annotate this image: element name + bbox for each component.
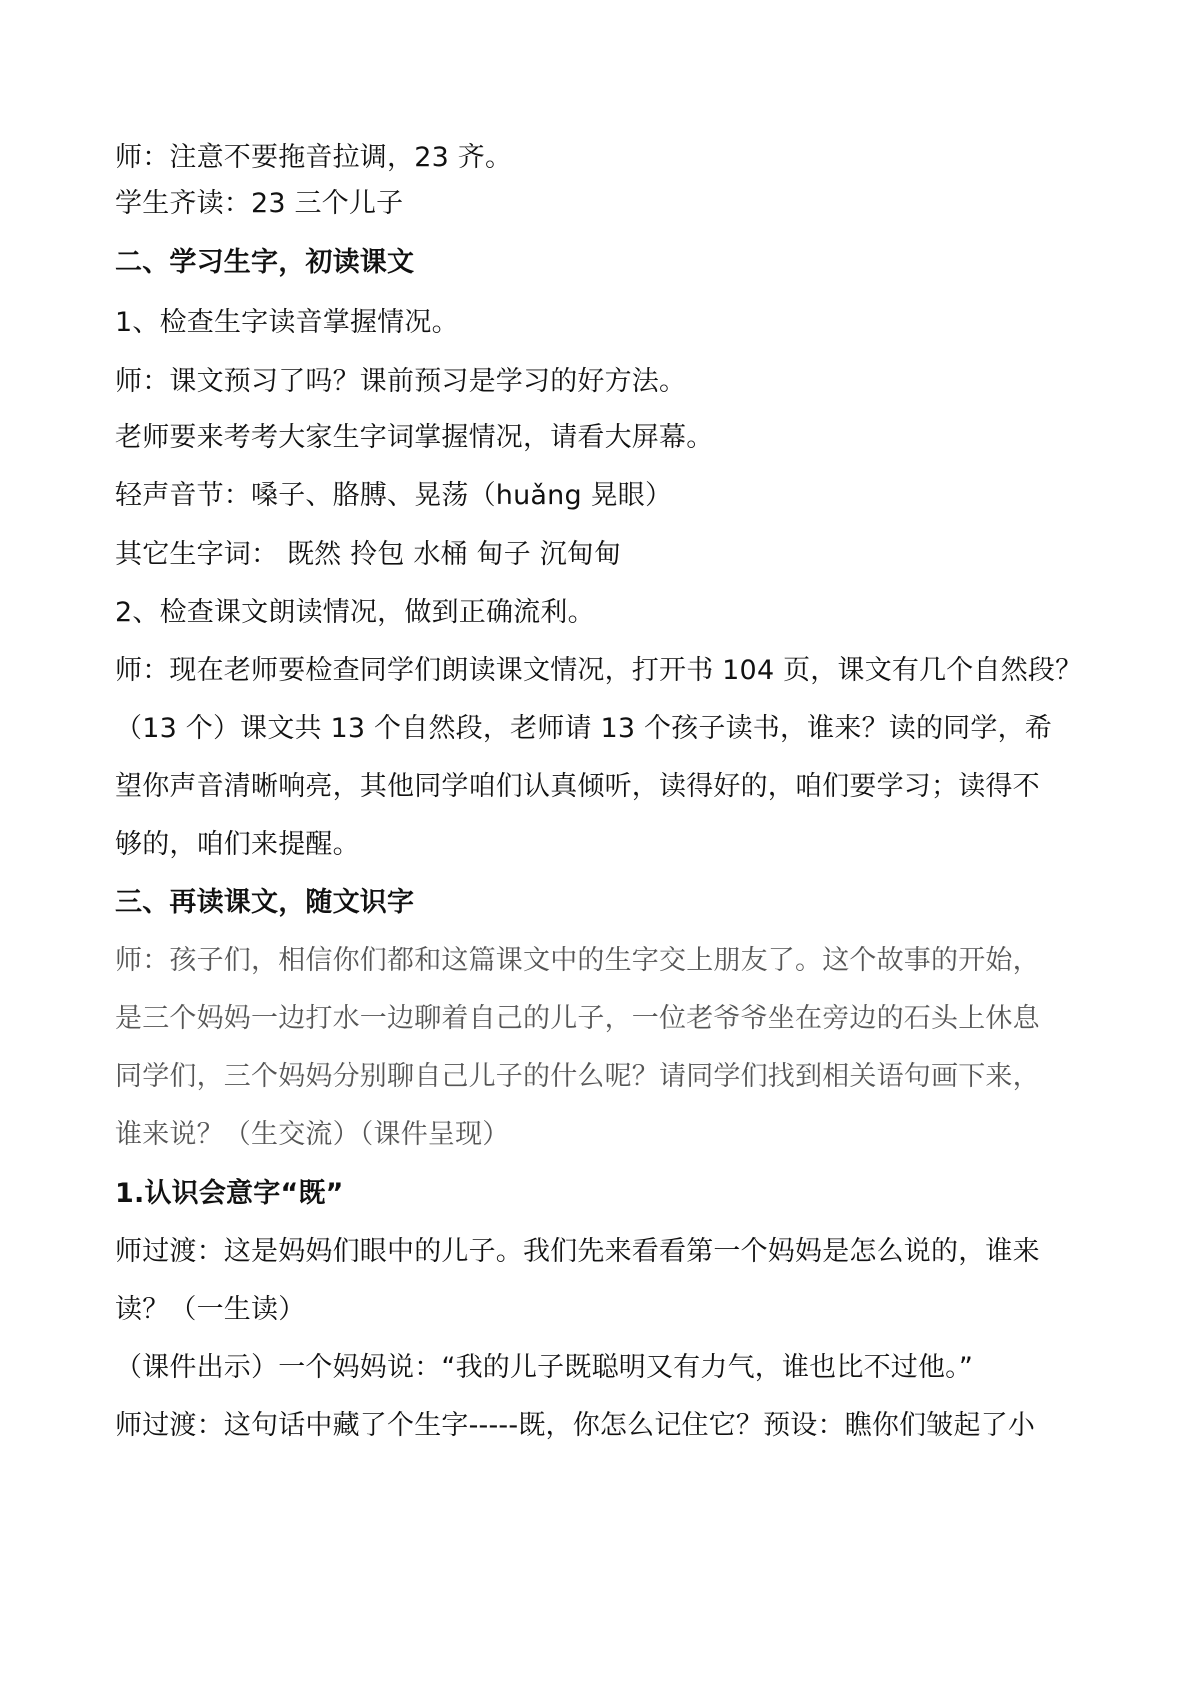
text-line: 师：注意不要拖音拉调，23 齐。 <box>115 142 513 173</box>
text-line: 师过渡：这是妈妈们眼中的儿子。我们先来看看第一个妈妈是怎么说的，谁来 <box>115 1236 1040 1267</box>
text-line: 谁来说？（生交流）（课件呈现） <box>115 1119 510 1150</box>
subsection-heading: 1.认识会意字“既” <box>115 1178 344 1209</box>
text-line: 老师要来考考大家生字词掌握情况，请看大屏幕。 <box>115 422 714 453</box>
text-line: 师：课文预习了吗？课前预习是学习的好方法。 <box>115 366 687 397</box>
text-line: 学生齐读：23 三个儿子 <box>115 188 404 219</box>
text-line: 够的，咱们来提醒。 <box>115 829 360 860</box>
text-line: 师：孩子们，相信你们都和这篇课文中的生字交上朋友了。这个故事的开始， <box>115 945 1040 976</box>
text-line: 其它生字词： 既然 拎包 水桶 甸子 沉甸甸 <box>115 539 622 570</box>
section-heading: 二、学习生字，初读课文 <box>115 247 415 278</box>
text-line: （课件出示）一个妈妈说：“我的儿子既聪明又有力气，谁也比不过他。” <box>115 1352 974 1383</box>
text-line: 2、检查课文朗读情况，做到正确流利。 <box>115 597 595 628</box>
text-line: （13 个）课文共 13 个自然段，老师请 13 个孩子读书，谁来？读的同学，希 <box>115 713 1052 744</box>
text-line: 1、检查生字读音掌握情况。 <box>115 307 459 338</box>
text-line: 望你声音清晰响亮，其他同学咱们认真倾听，读得好的，咱们要学习；读得不 <box>115 771 1040 802</box>
text-line: 轻声音节：嗓子、胳膊、晃荡（huǎng 晃眼） <box>115 480 673 511</box>
text-line: 同学们，三个妈妈分别聊自己儿子的什么呢？请同学们找到相关语句画下来， <box>115 1061 1040 1092</box>
text-line: 师：现在老师要检查同学们朗读课文情况，打开书 104 页，课文有几个自然段？ <box>115 655 1083 686</box>
section-heading: 三、再读课文，随文识字 <box>115 887 415 918</box>
text-line: 是三个妈妈一边打水一边聊着自己的儿子，一位老爷爷坐在旁边的石头上休息 <box>115 1003 1040 1034</box>
text-line: 师过渡：这句话中藏了个生字-----既，你怎么记住它？预设：瞧你们皱起了小 <box>115 1410 1036 1441</box>
text-line: 读？（一生读） <box>115 1294 306 1325</box>
